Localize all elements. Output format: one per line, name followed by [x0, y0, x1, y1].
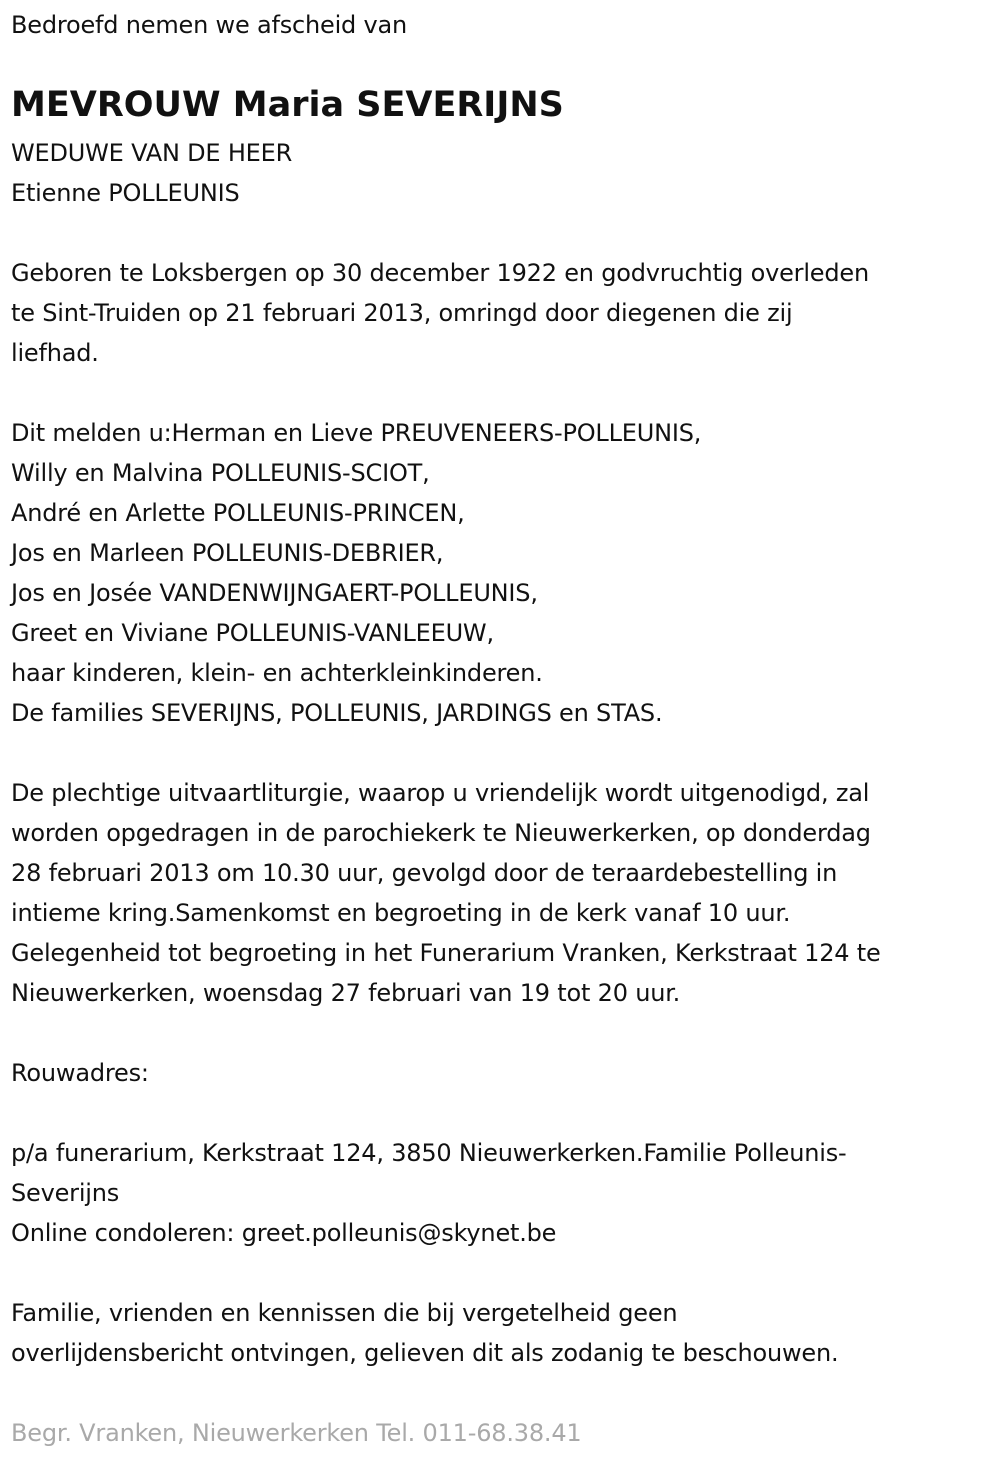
ceremony-line: worden opgedragen in de parochiekerk te Nieuwerkerken, op donderdag — [11, 819, 871, 847]
announcer-line: Jos en Josée VANDENWIJNGAERT-POLLEUNIS, — [11, 579, 538, 607]
announcer-line: Dit melden u:Herman en Lieve PREUVENEERS-POLLEUNIS, — [11, 419, 702, 447]
widow-of-line: WEDUWE VAN DE HEER — [11, 139, 293, 167]
funeral-home-footer: Begr. Vranken, Nieuwerkerken Tel. 011-68.38.41 — [11, 1419, 582, 1447]
announcer-line: André en Arlette POLLEUNIS-PRINCEN, — [11, 499, 465, 527]
announcer-line: Greet en Viviane POLLEUNIS-VANLEEUW, — [11, 619, 494, 647]
condolence-line — [11, 1213, 556, 1253]
address-label: Rouwadres: — [11, 1059, 149, 1087]
condolence-email: greet.polleunis@skynet.be — [241, 1219, 557, 1247]
deceased-name: MEVROUW Maria SEVERIJNS — [11, 85, 564, 125]
birth-death-line: liefhad. — [11, 339, 99, 367]
birth-death-line: te Sint-Truiden op 21 februari 2013, omringd door diegenen die zij — [11, 299, 793, 327]
address-line: p/a funerarium, Kerkstraat 124, 3850 Nieuwerkerken.Familie Polleunis- — [11, 1139, 847, 1167]
ceremony-line: Gelegenheid tot begroeting in het Funerarium Vranken, Kerkstraat 124 te — [11, 939, 881, 967]
spouse-name: Etienne POLLEUNIS — [11, 179, 240, 207]
announcer-line: De families SEVERIJNS, POLLEUNIS, JARDINGS en STAS. — [11, 699, 663, 727]
condolence-label: Online condoleren: — [11, 1219, 242, 1247]
ceremony-line: intieme kring.Samenkomst en begroeting in de kerk vanaf 10 uur. — [11, 899, 791, 927]
birth-death-line: Geboren te Loksbergen op 30 december 1922 en godvruchtig overleden — [11, 259, 869, 287]
ceremony-line: Nieuwerkerken, woensdag 27 februari van 19 tot 20 uur. — [11, 979, 681, 1007]
announcer-line: haar kinderen, klein- en achterkleinkinderen. — [11, 659, 543, 687]
intro-text: Bedroefd nemen we afscheid van — [11, 11, 408, 39]
announcer-line: Jos en Marleen POLLEUNIS-DEBRIER, — [11, 539, 444, 567]
notice-line: overlijdensbericht ontvingen, gelieven dit als zodanig te beschouwen. — [11, 1339, 839, 1367]
ceremony-line: 28 februari 2013 om 10.30 uur, gevolgd door de teraardebestelling in — [11, 859, 838, 887]
announcer-line: Willy en Malvina POLLEUNIS-SCIOT, — [11, 459, 430, 487]
notice-line: Familie, vrienden en kennissen die bij vergetelheid geen — [11, 1299, 678, 1327]
address-line: Severijns — [11, 1179, 120, 1207]
ceremony-line: De plechtige uitvaartliturgie, waarop u vriendelijk wordt uitgenodigd, zal — [11, 779, 870, 807]
